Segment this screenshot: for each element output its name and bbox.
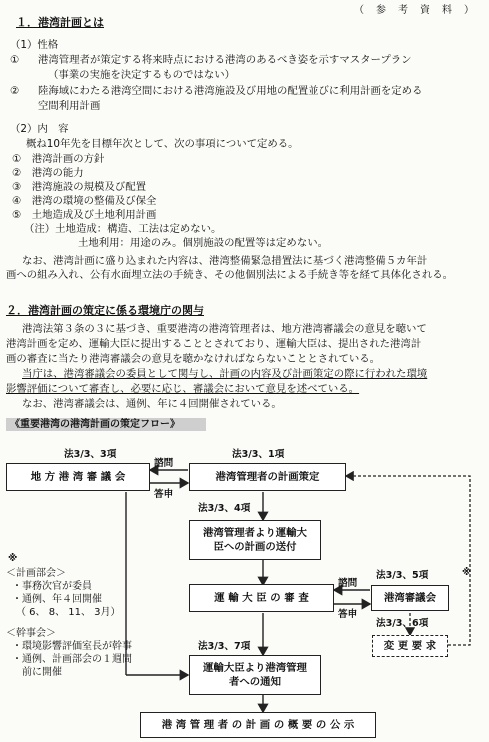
- local-council-box: 地 方 港 湾 審 議 会: [6, 463, 150, 491]
- reply-label: 答申: [154, 489, 174, 500]
- exec-heading: ＜幹事会＞: [6, 628, 56, 639]
- content-note: 土地利用：用途のみ。個別施設の配置等は定めない。: [78, 237, 328, 249]
- paragraph-line: 画への組み入れ、公有水面埋立法の手続き、その他個別法による手続き等を経て具体化される。: [6, 269, 454, 281]
- consult-label: 諮問: [154, 458, 174, 469]
- section2-title: ２．港湾計画の策定に係る環境庁の関与: [6, 304, 204, 317]
- kome-mark: ※: [462, 567, 472, 578]
- content-intro: 概ね10年先を目標年次として、次の事項について定める。: [26, 138, 299, 150]
- nature-item-text: （事業の実施を決定するものではない）: [48, 69, 236, 81]
- consult-label: 諮問: [338, 578, 358, 589]
- plan-dept-note: ・事務次官が委員: [12, 581, 92, 592]
- content-note: （注）土地造成：構造、工法は定めない。: [24, 223, 222, 235]
- submit-plan-box: 港湾管理者より運輸大 臣への計画の送付: [189, 520, 321, 560]
- nature-heading: （1）性格: [10, 39, 59, 51]
- flow-title: 《重要港湾の港湾計画の策定フロー》: [6, 418, 206, 431]
- nature-item-text: 港湾管理者が策定する将来時点における港湾のあるべき姿を示すマスタープラン: [38, 54, 412, 66]
- notify-box: 運輸大臣より港湾管理 者への通知: [189, 655, 321, 695]
- plan-dept-note: ・通例、年４回開催: [12, 594, 102, 605]
- content-item: ⑤ 土地造成及び土地利用計画: [12, 209, 157, 221]
- content-item: ④ 港湾の環境の整備及び保全: [12, 195, 157, 207]
- plan-dept-heading: ＜計画部会＞: [6, 568, 66, 579]
- manager-plan-box: 港湾管理者の計画策定: [189, 463, 346, 491]
- law-label: 法3/3、1項: [232, 449, 285, 460]
- minister-review-box: 運 輸 大 臣 の 審 査: [189, 584, 334, 612]
- section2-line: 当庁は、港湾審議会の委員として関与し、計画の内容及び計画策定の際に行われた環境: [22, 368, 428, 380]
- content-heading: （2）内 容: [10, 123, 69, 135]
- plan-dept-note: （ 6、 8、 11、 3月）: [16, 607, 121, 618]
- nature-item-text: 空間利用計画: [38, 100, 101, 112]
- nature-item-num: ①: [10, 54, 20, 66]
- section2-line: 影響評価について審査し、必要に応じ、審議会において意見を述べている。: [6, 383, 360, 395]
- law-label: 法3/3、6項: [376, 618, 429, 629]
- publication-box: 港 湾 管 理 者 の 計 画 の 概 要 の 公 示: [140, 712, 376, 738]
- exec-note: ・環境影響評価室長が幹事: [12, 641, 132, 652]
- law-label: 法3/3、7項: [198, 641, 251, 652]
- reference-label: （ 参 考 資 料 ）: [354, 5, 475, 16]
- exec-note: ・通例、計画部会の１週間: [12, 654, 132, 665]
- section2-line: 港湾計画を定め、運輸大臣に提出することとされており、運輸大臣は、提出された港湾計: [6, 338, 422, 350]
- change-request-box: 変 更 要 求: [372, 635, 448, 657]
- nature-item-text: 陸海域にわたる港湾空間における港湾施設及び用地の配置並びに利用計画を定める: [38, 85, 423, 97]
- law-label: 法3/3、5項: [376, 570, 429, 581]
- paragraph-line: なお、港湾計画に盛り込まれた内容は、港湾整備緊急措置法に基づく港湾整備５カ年計: [22, 255, 428, 267]
- law-label: 法3/3、3項: [64, 449, 117, 460]
- exec-note: 前に開催: [22, 667, 62, 678]
- port-council-box: 港湾審議会: [371, 585, 449, 611]
- section1-title: １．港湾計画とは: [16, 16, 104, 29]
- content-item: ② 港湾の能力: [12, 167, 84, 179]
- content-item: ① 港湾計画の方針: [12, 153, 105, 165]
- section2-line: 港湾法第３条の３に基づき、重要港湾の港湾管理者は、地方港湾審議会の意見を聴いて: [22, 323, 427, 335]
- nature-item-num: ②: [10, 85, 20, 97]
- content-item: ③ 港湾施設の規模及び配置: [12, 181, 147, 193]
- section2-line: 画の審査に当たり港湾審議会の意見を聴かなければならないこととされている。: [6, 353, 381, 365]
- section2-line: なお、港湾審議会は、通例、年に４回開催されている。: [22, 398, 282, 410]
- kome-mark: ※: [8, 553, 18, 564]
- reply-label: 答申: [338, 609, 358, 620]
- law-label: 法3/3、4項: [198, 503, 251, 514]
